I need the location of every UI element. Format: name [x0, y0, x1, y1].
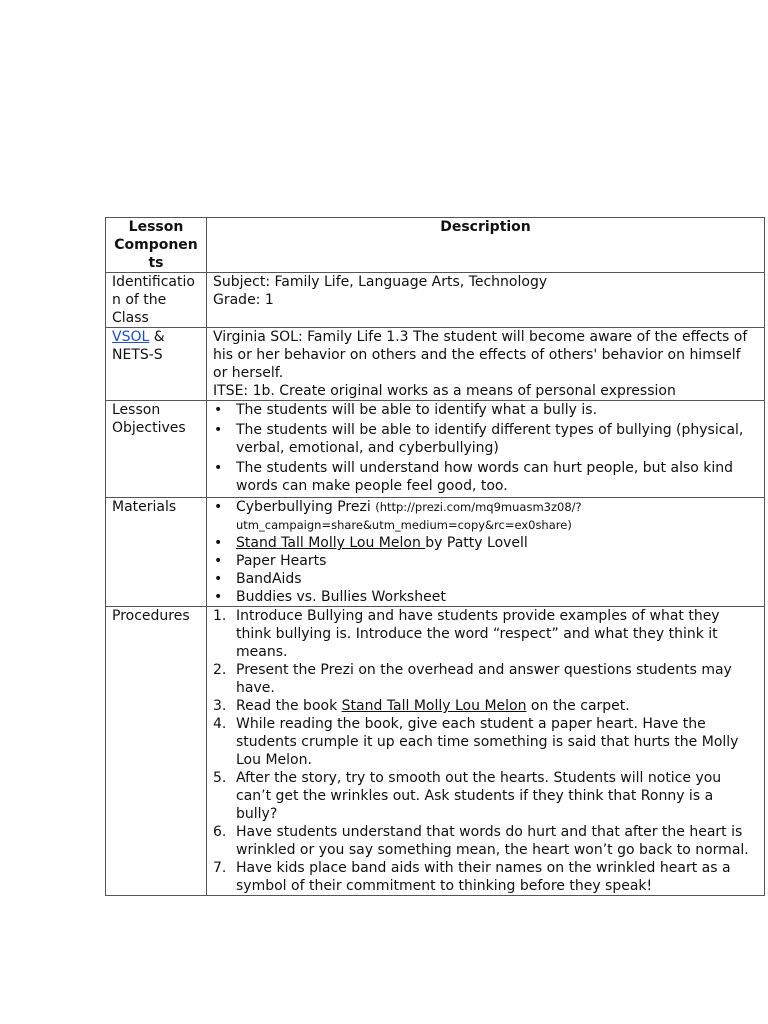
materials-list [213, 498, 758, 606]
standards-label [106, 328, 207, 401]
objectives-row [106, 401, 765, 498]
standards-description [207, 328, 765, 401]
step-text: While reading the book, give each student a paper heart. Have the students crumple it up each time something is said that hurts the Molly Lou Melon. [236, 716, 739, 768]
prezi-url: (http://prezi.com/mq9muasm3z08/?utm_campaign=share&utm_medium=copy&rc=ex0share) [236, 500, 582, 532]
objective-item: • The students will be able to identify different types of bullying (physical, verbal, emotional, and cyberbullying) [213, 421, 758, 457]
step-number: 6. [213, 824, 227, 840]
step-number: 7. [213, 860, 227, 876]
objectives-list [213, 401, 758, 495]
identification-label: Identification of the Class [106, 273, 207, 328]
materials-row [106, 498, 765, 607]
step-number: 5. [213, 770, 227, 786]
prezi-title: Cyberbullying Prezi [236, 499, 371, 515]
step-text: After the story, try to smooth out the hearts. Students will notice you can’t get the wrinkles out. Ask students if they think that Ronny is a bully? [236, 770, 722, 822]
step-text: Introduce Bullying and have students provide examples of what they think bullying is. Introduce the word “respect” and what they think it means. [236, 608, 720, 660]
objectives-label: Lesson Objectives [106, 401, 207, 498]
book-title: Stand Tall Molly Lou Melon [236, 535, 426, 551]
materials-description [207, 498, 765, 607]
procedures-row [106, 607, 765, 896]
objective-item: • The students will understand how words can hurt people, but also kind words can make people feel good, too. [213, 459, 758, 495]
procedure-step [213, 715, 758, 769]
standards-label-rest: & NETS-S [112, 329, 165, 363]
lesson-plan-table [105, 217, 765, 896]
grade-text: Grade: 1 [213, 292, 274, 308]
procedure-step [213, 661, 758, 697]
header-description: Description [207, 218, 765, 273]
procedure-step [213, 607, 758, 661]
identification-description [207, 273, 765, 328]
step-number: 1. [213, 608, 227, 624]
step-text-pre: Read the book [236, 698, 342, 714]
standards-row [106, 328, 765, 401]
step-text-post: on the carpet. [526, 698, 630, 714]
sol-text: Virginia SOL: Family Life 1.3 The student will become aware of the effects of his or her behavior on others and the effects of others' behavior on himself or herself. [213, 329, 748, 381]
procedures-description [207, 607, 765, 896]
itse-text: ITSE: 1b. Create original works as a means of personal expression [213, 383, 676, 399]
procedures-label: Procedures [106, 607, 207, 896]
step-number: 4. [213, 716, 227, 732]
material-item-book [213, 534, 758, 552]
objective-item: • The students will be able to identify what a bully is. [213, 401, 758, 419]
material-item-worksheet: • Buddies vs. Bullies Worksheet [213, 588, 758, 606]
material-item-bandaids: • BandAids [213, 570, 758, 588]
step-number: 3. [213, 698, 227, 714]
procedure-step [213, 697, 758, 715]
subject-text: Subject: Family Life, Language Arts, Technology [213, 274, 548, 290]
step-text: Have students understand that words do hurt and that after the heart is wrinkled or you say something mean, the heart won’t go back to normal. [236, 824, 749, 858]
material-item-prezi [213, 498, 758, 534]
objectives-description [207, 401, 765, 498]
procedures-list [213, 607, 758, 895]
procedure-step [213, 859, 758, 895]
book-author: by Patty Lovell [425, 535, 528, 551]
step-book-title: Stand Tall Molly Lou Melon [341, 698, 527, 714]
step-text: Present the Prezi on the overhead and answer questions students may have. [236, 662, 732, 696]
materials-label: Materials [106, 498, 207, 607]
identification-row [106, 273, 765, 328]
step-number: 2. [213, 662, 227, 678]
procedure-step [213, 823, 758, 859]
procedure-step [213, 769, 758, 823]
step-text: Have kids place band aids with their names on the wrinkled heart as a symbol of their commitment to thinking before they speak! [236, 860, 731, 894]
header-row [106, 218, 765, 273]
header-components: Lesson Components [106, 218, 207, 273]
vsol-link[interactable]: VSOL [112, 329, 150, 345]
material-item-hearts: • Paper Hearts [213, 552, 758, 570]
